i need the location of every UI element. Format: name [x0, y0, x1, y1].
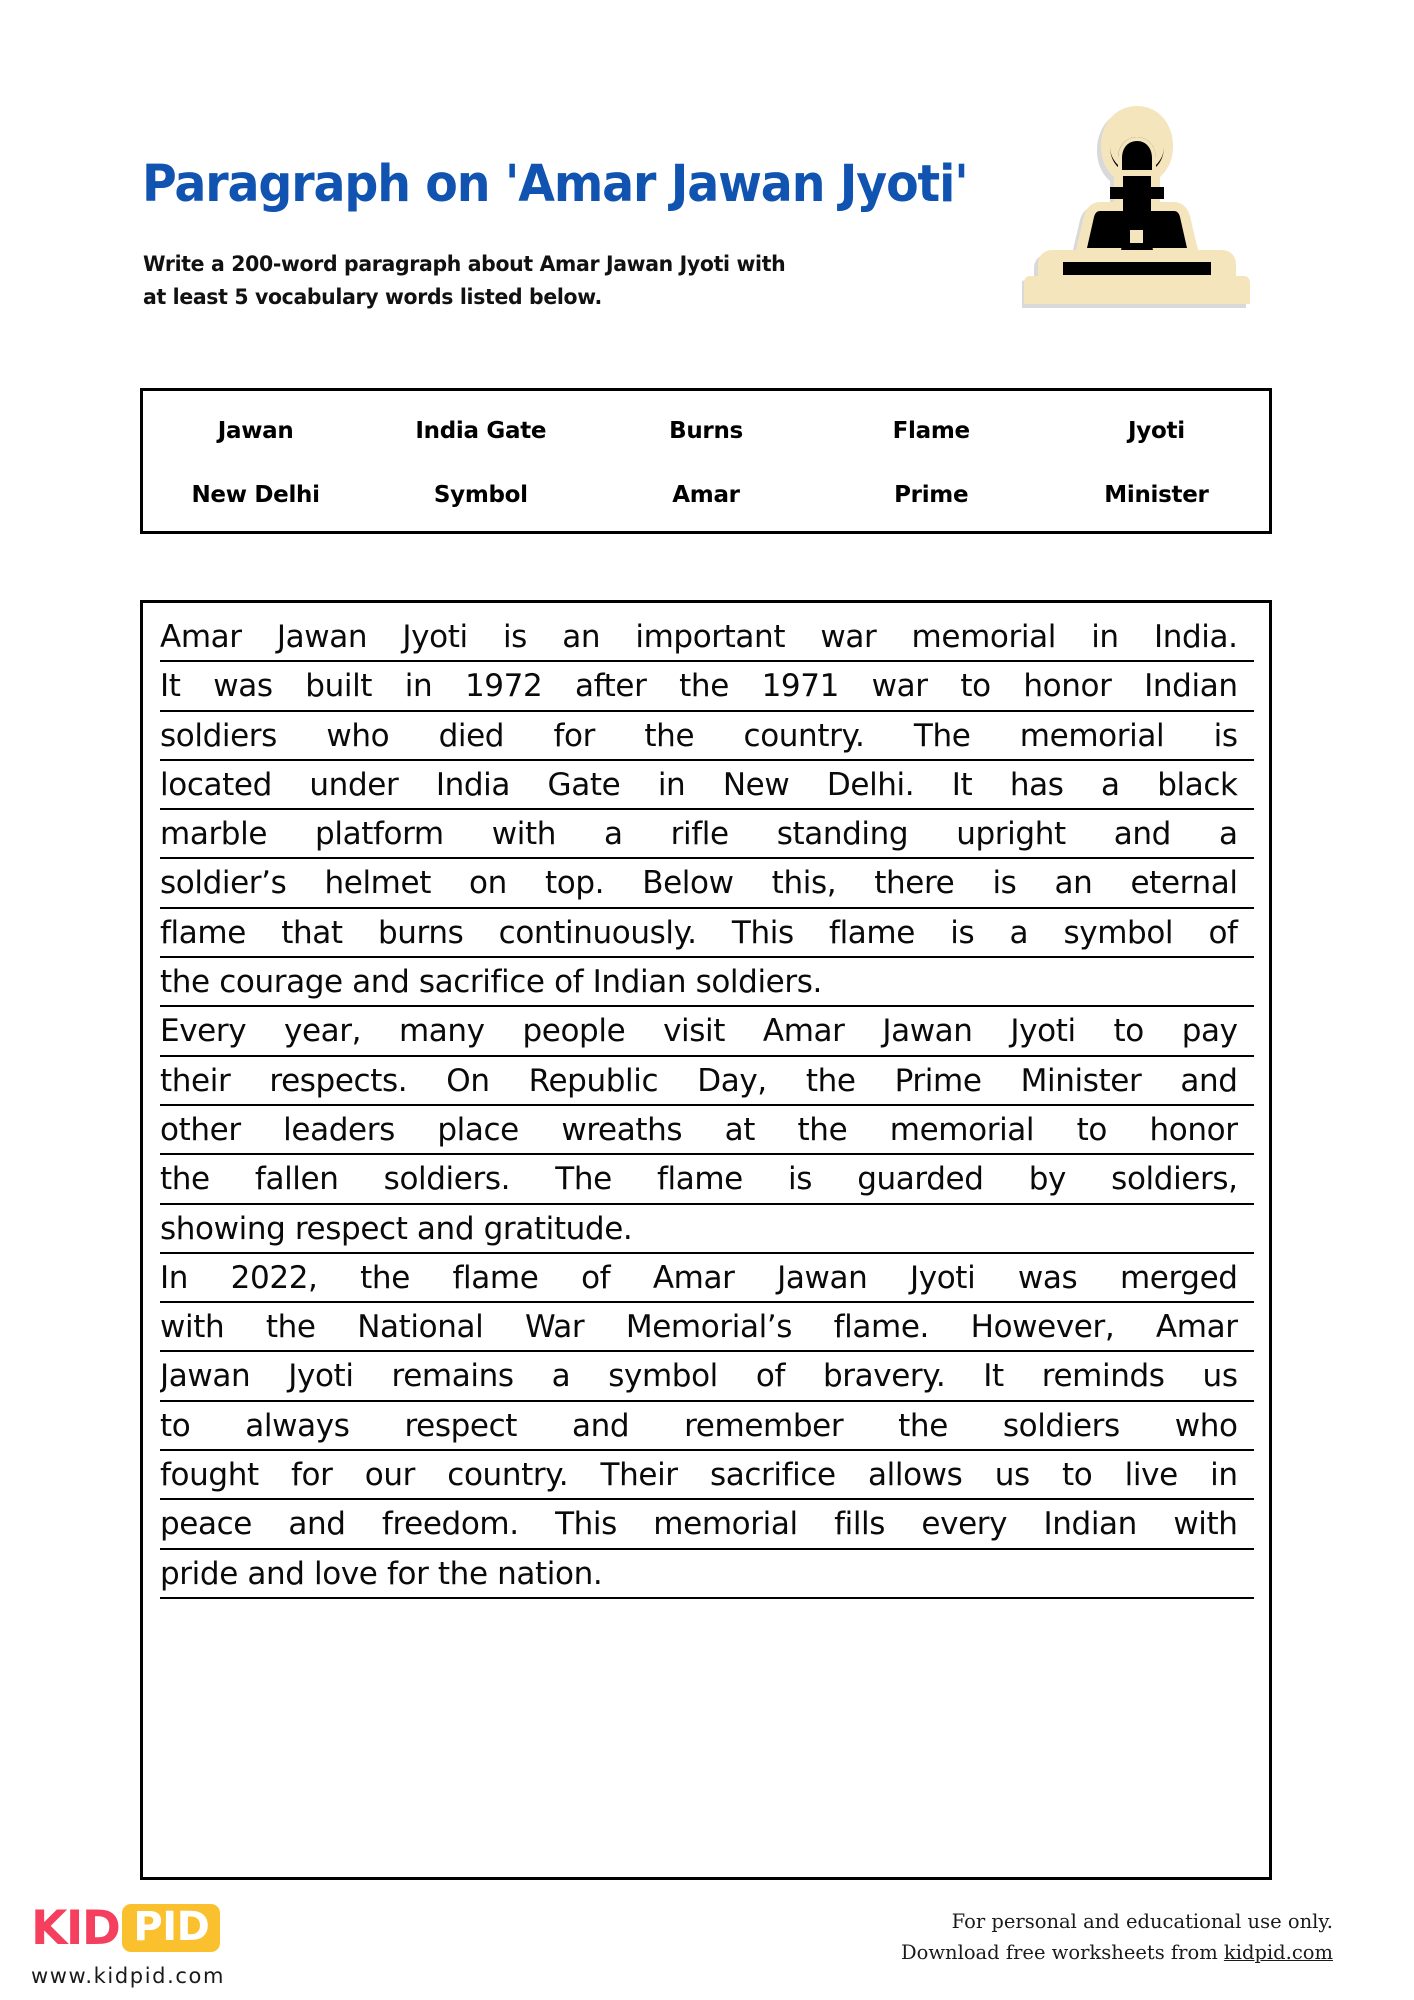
answer-line-text: flame that burns continuously. This flame is a symbol of	[160, 914, 1238, 951]
answer-line-text: peace and freedom. This memorial fills every Indian with	[160, 1506, 1238, 1543]
amar-jawan-jyoti-memorial-icon	[1022, 98, 1252, 310]
answer-line-text: the fallen soldiers. The flame is guarded by soldiers,	[160, 1161, 1238, 1198]
vocabulary-word: Prime	[894, 482, 969, 508]
answer-line	[160, 909, 1254, 958]
worksheet-header	[0, 0, 1414, 380]
vocabulary-word: New Delhi	[191, 482, 320, 508]
answer-line-text: showing respect and gratitude.	[160, 1210, 633, 1247]
credit-line-2	[901, 1937, 1333, 1968]
answer-line	[160, 958, 1254, 1007]
answer-line	[160, 859, 1254, 908]
logo-website-url: www.kidpid.com	[31, 1964, 226, 1988]
vocabulary-word: Flame	[892, 418, 970, 444]
answer-line	[160, 1057, 1254, 1106]
answer-line-text: to always respect and remember the soldiers who	[160, 1407, 1238, 1444]
answer-line-text: other leaders place wreaths at the memorial to honor	[160, 1111, 1238, 1148]
answer-line	[160, 1500, 1254, 1549]
vocabulary-word: India Gate	[415, 418, 547, 444]
answer-line-text: It was built in 1972 after the 1971 war to honor Indian	[160, 668, 1238, 705]
answer-line	[160, 712, 1254, 761]
answer-line-text: fought for our country. Their sacrifice allows us to live in	[160, 1457, 1238, 1494]
vocabulary-word-box	[140, 388, 1272, 534]
vocabulary-word: Symbol	[433, 482, 528, 508]
vocabulary-word: Jyoti	[1128, 418, 1185, 444]
answer-line	[160, 1550, 1254, 1599]
vocabulary-row	[143, 482, 1269, 508]
credit-line-1: For personal and educational use only.	[951, 1910, 1333, 1933]
answer-line-text: with the National War Memorial’s flame. However, Amar	[160, 1309, 1238, 1346]
answer-line-text: soldier’s helmet on top. Below this, there is an eternal	[160, 865, 1238, 902]
answer-line	[160, 810, 1254, 859]
answer-line	[160, 1402, 1254, 1451]
credit-text	[901, 1906, 1333, 1968]
logo-pid-text: PID	[133, 1904, 210, 1950]
answer-line	[160, 1254, 1254, 1303]
answer-line-text: pride and love for the nation.	[160, 1555, 603, 1592]
answer-line	[160, 1303, 1254, 1352]
answer-line-text: located under India Gate in New Delhi. It has a black	[160, 766, 1238, 803]
vocabulary-word: Amar	[672, 482, 740, 508]
vocabulary-word: Jawan	[217, 418, 294, 444]
answer-line	[160, 1155, 1254, 1204]
answer-line	[160, 1106, 1254, 1155]
vocabulary-row	[143, 418, 1269, 444]
answer-line-text: Jawan Jyoti remains a symbol of bravery. It reminds us	[160, 1358, 1238, 1395]
answer-line-text: In 2022, the flame of Amar Jawan Jyoti was merged	[160, 1259, 1238, 1296]
answer-writing-box[interactable]	[140, 600, 1272, 1880]
answer-line	[160, 613, 1254, 662]
answer-line	[160, 1451, 1254, 1500]
logo-pid-badge	[122, 1904, 220, 1952]
kidpid-link[interactable]: kidpid.com	[1223, 1941, 1333, 1964]
answer-line-text: the courage and sacrifice of Indian soldiers.	[160, 964, 822, 1001]
answer-line-list	[160, 613, 1254, 1599]
answer-line-text: marble platform with a rifle standing upright and a	[160, 816, 1238, 853]
answer-line	[160, 761, 1254, 810]
answer-line	[160, 1205, 1254, 1254]
answer-line	[160, 662, 1254, 711]
answer-line-text: Amar Jawan Jyoti is an important war memorial in India.	[160, 619, 1238, 655]
answer-line	[160, 1352, 1254, 1401]
vocabulary-word: Minister	[1104, 482, 1209, 508]
worksheet-instructions: Write a 200-word paragraph about Amar Jawan Jyoti with at least 5 vocabulary words listed below.	[143, 252, 786, 310]
logo-kid-text: KID	[31, 1900, 120, 1956]
credit-prefix: Download free worksheets from	[900, 1941, 1224, 1964]
answer-line-text: their respects. On Republic Day, the Prime Minister and	[160, 1062, 1238, 1099]
answer-line-text: Every year, many people visit Amar Jawan Jyoti to pay	[160, 1013, 1238, 1050]
vocabulary-word: Burns	[669, 418, 743, 444]
answer-line-text: soldiers who died for the country. The memorial is	[160, 717, 1238, 754]
worksheet-footer	[0, 1880, 1414, 2000]
answer-line	[160, 1007, 1254, 1056]
page-title: Paragraph on 'Amar Jawan Jyoti'	[142, 155, 968, 214]
kidpid-logo	[31, 1900, 220, 1956]
